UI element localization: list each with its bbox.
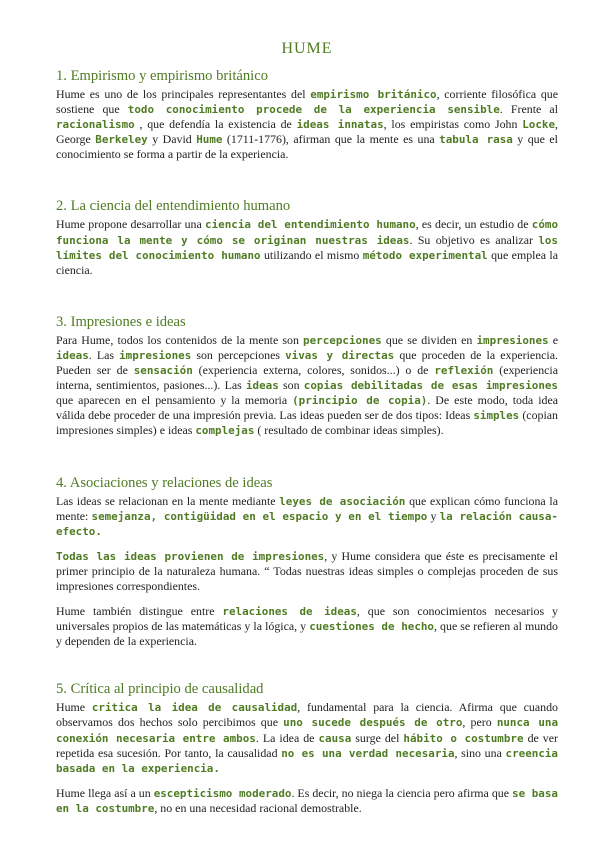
highlighted-term: ideas bbox=[56, 348, 89, 362]
text-run: , George bbox=[56, 117, 558, 147]
highlighted-term: Berkeley bbox=[95, 133, 148, 147]
paragraph bbox=[56, 217, 558, 277]
text-run: . Las bbox=[88, 347, 120, 362]
text-run: y David bbox=[147, 132, 197, 147]
highlighted-term: se basa en la costumbre bbox=[56, 786, 558, 815]
highlighted-term: cuestiones de hecho bbox=[309, 620, 434, 634]
text-run: que se dividen en bbox=[381, 332, 477, 347]
highlighted-term: Todas las ideas provienen de impresiones bbox=[56, 549, 325, 563]
highlighted-term: uno sucede después de otro bbox=[283, 716, 463, 730]
text-run: que emplea la ciencia. bbox=[56, 247, 558, 277]
highlighted-term: racionalismo bbox=[56, 118, 135, 132]
highlighted-term: percepciones bbox=[303, 333, 382, 347]
text-run: , los empiristas como John bbox=[383, 117, 523, 132]
highlighted-term: reflexión bbox=[434, 364, 494, 378]
paragraph bbox=[56, 700, 558, 775]
section-heading: 3. Impresiones e ideas bbox=[56, 313, 186, 330]
section-1 bbox=[56, 68, 558, 162]
highlighted-term: relaciones de ideas bbox=[222, 605, 357, 619]
text-run: , sino una bbox=[454, 745, 506, 760]
text-run: ( resultado de combinar ideas simples). bbox=[254, 423, 444, 438]
text-run: Hume propone desarrollar una bbox=[56, 217, 206, 232]
text-run: y bbox=[427, 508, 440, 523]
text-run: surge del bbox=[351, 730, 404, 745]
text-run: Las ideas se relacionan en la mente mediante bbox=[56, 493, 280, 508]
text-run: Hume es uno de los principales representantes del bbox=[56, 87, 311, 101]
highlighted-term: copias debilitadas de esas impresiones bbox=[303, 379, 558, 393]
text-run: , que se refieren al mundo y dependen de la experiencia. bbox=[56, 619, 558, 649]
highlighted-term: (principio de copia) bbox=[292, 394, 428, 408]
text-run: son bbox=[278, 378, 304, 393]
highlighted-term: leyes de asociación bbox=[279, 494, 406, 508]
highlighted-term: simples bbox=[473, 409, 520, 423]
text-run: Hume llega así a un bbox=[56, 785, 154, 800]
section-5 bbox=[56, 681, 558, 816]
text-run: . De este modo, toda idea válida debe proceder de una impresión previa. Las ideas pueden ser de dos tipos: Ideas bbox=[56, 393, 558, 423]
text-run: , no en una necesidad racional demostrable. bbox=[154, 800, 362, 815]
section-heading: 5. Crítica al principio de causalidad bbox=[56, 681, 264, 698]
highlighted-term: los límites del conocimiento humano bbox=[56, 233, 558, 262]
text-run: (1711-1776), afirman que la mente es una bbox=[222, 132, 440, 147]
highlighted-term: escepticismo moderado bbox=[153, 786, 292, 800]
paragraph bbox=[56, 494, 558, 539]
text-run: , y Hume considera que éste es precisamente el primer principio de la naturaleza humana. “ Todas nuestras ideas simples o complejas proceden de sus impresiones correspondientes. bbox=[56, 548, 558, 593]
highlighted-term: impresiones bbox=[119, 348, 192, 362]
text-run: Para Hume, todos los contenidos de la mente son bbox=[56, 332, 304, 347]
text-run: que proceden de la experiencia. Pueden ser de bbox=[56, 347, 558, 378]
highlighted-term: sensación bbox=[133, 364, 193, 378]
text-run: y que el conocimiento se forma a partir de la experiencia. bbox=[56, 132, 558, 162]
highlighted-term: semejanza, contigüidad en el espacio y en el tiempo bbox=[91, 509, 428, 523]
section-heading: 1. Empirismo y empirismo británico bbox=[56, 68, 268, 84]
text-run: . Su objetivo es analizar bbox=[409, 232, 539, 247]
highlighted-term: creencia basada en la experiencia. bbox=[56, 746, 558, 775]
highlighted-term: ideas innatas bbox=[296, 118, 384, 132]
highlighted-term: causa bbox=[318, 731, 352, 745]
text-run: Hume también distingue entre bbox=[56, 604, 223, 619]
paragraph bbox=[56, 333, 558, 439]
highlighted-term: ideas bbox=[245, 379, 279, 393]
highlighted-term: cómo funciona la mente y cómo se originan nuestras ideas bbox=[56, 218, 559, 247]
highlighted-term: critica la idea de causalidad bbox=[91, 701, 298, 715]
highlighted-term: ciencia del entendimiento humano bbox=[205, 218, 416, 232]
highlighted-term: empirismo británico bbox=[310, 88, 437, 101]
paragraph bbox=[56, 87, 558, 162]
text-run: , corriente filosófica que sostiene que bbox=[56, 87, 558, 117]
highlighted-term: Hume bbox=[196, 133, 223, 147]
highlighted-term: impresiones bbox=[476, 333, 549, 347]
text-run: de ver repetida esa sucesión. Por tanto, la causalidad bbox=[56, 730, 558, 760]
highlighted-term: la relación causa-efecto. bbox=[56, 509, 558, 538]
text-run: . La idea de bbox=[255, 730, 319, 745]
text-run: , es decir, un estudio de bbox=[415, 217, 532, 232]
paragraph bbox=[56, 604, 558, 649]
text-run: (experiencia externa, colores, sonidos...) o de bbox=[192, 363, 435, 378]
text-run: . Es decir, no niega la ciencia pero afirma que bbox=[291, 785, 513, 800]
paragraph bbox=[56, 786, 558, 816]
section-4 bbox=[56, 475, 558, 650]
highlighted-term: todo conocimiento procede de la experiencia sensible bbox=[127, 103, 500, 117]
highlighted-term: tabula rasa bbox=[439, 133, 513, 147]
section-heading: 4. Asociaciones y relaciones de ideas bbox=[56, 474, 273, 491]
text-run: (experiencia interna, sentimientos, pasiones...). Las bbox=[56, 363, 558, 393]
highlighted-term: vivas y directas bbox=[285, 348, 395, 362]
text-run: que aparecen en el pensamiento y la memoria bbox=[56, 393, 293, 408]
section-3 bbox=[56, 314, 558, 439]
text-run: Hume bbox=[56, 700, 92, 715]
text-run: . Frente al bbox=[499, 102, 559, 117]
section-heading: 2. La ciencia del entendimiento humano bbox=[56, 198, 291, 215]
text-run: , que defendía la existencia de bbox=[134, 117, 297, 132]
text-run: , pero bbox=[462, 715, 497, 730]
document-title: HUME bbox=[281, 40, 333, 57]
highlighted-term: Locke bbox=[522, 118, 556, 132]
text-run: e bbox=[548, 332, 559, 347]
text-run: utilizando el mismo bbox=[260, 247, 363, 262]
highlighted-term: método experimental bbox=[362, 248, 488, 262]
text-run: que explican cómo funciona la mente: bbox=[56, 493, 559, 523]
text-run: , fundamental para la ciencia. Afirma que cuando observamos dos hechos solo percibimos que bbox=[56, 700, 558, 730]
text-run: son percepciones bbox=[191, 347, 286, 362]
section-2 bbox=[56, 198, 558, 277]
text-run: , que son conocimientos necesarios y universales propios de las matemáticas y la lógica, y bbox=[56, 604, 558, 634]
sections-container bbox=[56, 68, 558, 816]
paragraph bbox=[56, 549, 558, 594]
text-run: (copian impresiones simples) e ideas bbox=[56, 408, 558, 438]
highlighted-term: nunca una conexión necesaria entre ambos bbox=[56, 716, 559, 745]
highlighted-term: complejas bbox=[195, 424, 255, 438]
highlighted-term: hábito o costumbre bbox=[403, 731, 524, 745]
highlighted-term: no es una verdad necesaria bbox=[281, 746, 455, 760]
